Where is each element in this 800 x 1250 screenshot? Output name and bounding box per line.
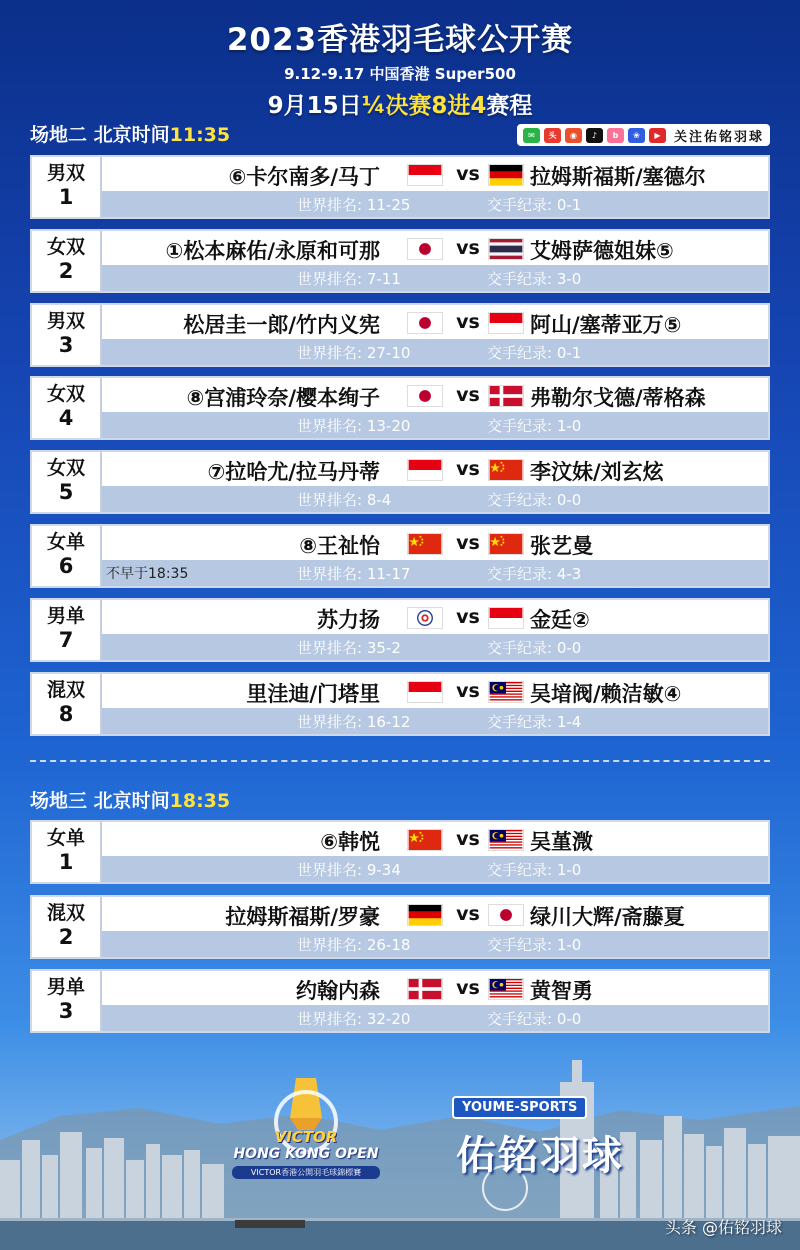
head-to-head — [487, 711, 581, 732]
h2h-label: 交手纪录: — [487, 1010, 557, 1028]
h2h-value: 0-0 — [556, 1010, 582, 1028]
match-row — [30, 303, 770, 367]
left-flag-icon — [407, 829, 443, 851]
players-row — [102, 674, 768, 708]
event-type: 女双 — [46, 383, 85, 405]
left-player-names: 里洼迪/门塔里 — [246, 682, 380, 706]
rank-value: 7-11 — [366, 270, 401, 288]
left-player-names: 松居圭一郎/竹内义宪 — [183, 313, 380, 337]
vs-label: vs — [456, 828, 480, 850]
left-player-names: ⑧宫浦玲奈/樱本绚子 — [186, 386, 380, 410]
match-number: 4 — [58, 406, 74, 430]
right-player-names: 弗勒尔戈德/蒂格森 — [530, 386, 706, 410]
match-badge — [32, 231, 102, 291]
section-divider — [30, 760, 770, 762]
head-to-head — [487, 859, 581, 880]
stats-row — [102, 708, 768, 734]
rank-value: 16-12 — [366, 713, 411, 731]
stats-row — [102, 339, 768, 365]
xigua-icon[interactable]: ▶ — [649, 128, 666, 143]
vs-label: vs — [456, 458, 480, 480]
head-to-head — [487, 637, 581, 658]
match-number: 3 — [58, 999, 74, 1023]
stats-row — [102, 634, 768, 660]
youme-sports-logo: YOUME-SPORTS — [452, 1096, 587, 1119]
h2h-label: 交手纪录: — [487, 344, 557, 362]
players-row — [102, 822, 768, 856]
right-player-names: 阿山/塞蒂亚万⑤ — [530, 313, 682, 337]
rank-value: 35-2 — [366, 639, 401, 657]
rank-value: 27-10 — [366, 344, 411, 362]
right-flag-icon — [488, 533, 524, 555]
h2h-value: 0-1 — [556, 196, 582, 214]
right-player-names: 李汶妹/刘玄炫 — [530, 460, 664, 484]
h2h-label: 交手纪录: — [487, 491, 557, 509]
h2h-value: 0-0 — [556, 639, 582, 657]
court-time: 18:35 — [169, 790, 231, 812]
h2h-value: 1-0 — [556, 936, 582, 954]
left-flag-icon — [407, 385, 443, 407]
event-type: 男双 — [46, 310, 85, 332]
players-row — [102, 378, 768, 412]
rank-value: 26-18 — [366, 936, 411, 954]
match-row — [30, 820, 770, 884]
match-number: 2 — [58, 925, 74, 949]
h2h-value: 1-0 — [556, 417, 582, 435]
left-flag-icon — [407, 238, 443, 260]
toutiao-watermark: 头条 @佑铭羽球 — [664, 1218, 782, 1237]
players-row — [102, 600, 768, 634]
rank-label: 世界排名: — [297, 270, 367, 288]
rank-label: 世界排名: — [297, 196, 367, 214]
match-row — [30, 598, 770, 662]
match-badge — [32, 526, 102, 586]
match-number: 2 — [58, 259, 74, 283]
rank-value: 11-17 — [366, 565, 411, 583]
right-flag-icon — [488, 238, 524, 260]
rank-label: 世界排名: — [297, 417, 367, 435]
h2h-label: 交手纪录: — [487, 861, 557, 879]
match-badge — [32, 822, 102, 882]
stats-row — [102, 931, 768, 957]
left-flag-icon — [407, 681, 443, 703]
head-to-head — [487, 489, 581, 510]
world-ranking — [297, 415, 410, 436]
match-number: 1 — [58, 850, 74, 874]
players-row — [102, 231, 768, 265]
match-row — [30, 895, 770, 959]
right-player-names: 拉姆斯福斯/塞德尔 — [530, 165, 706, 189]
match-row — [30, 376, 770, 440]
match-number: 7 — [58, 628, 74, 652]
court-name: 场地二 北京时间 — [30, 124, 170, 146]
right-flag-icon — [488, 904, 524, 926]
round-title — [0, 87, 800, 120]
head-to-head — [487, 934, 581, 955]
stats-row — [102, 412, 768, 438]
left-flag-icon — [407, 312, 443, 334]
event-type: 女双 — [46, 236, 85, 258]
vs-label: vs — [456, 903, 480, 925]
players-row — [102, 305, 768, 339]
match-row — [30, 229, 770, 293]
h2h-value: 1-4 — [556, 713, 582, 731]
h2h-value: 3-0 — [556, 270, 582, 288]
right-player-names: 艾姆萨德姐妹⑤ — [530, 239, 674, 263]
left-flag-icon — [407, 533, 443, 555]
rank-label: 世界排名: — [297, 1010, 367, 1028]
baidu-icon[interactable]: ❀ — [628, 128, 645, 143]
match-badge — [32, 305, 102, 365]
right-player-names: 吴堷阀/赖洁敏④ — [530, 682, 682, 706]
left-player-names: ⑥韩悦 — [320, 830, 380, 854]
head-to-head — [487, 415, 581, 436]
page-header — [0, 0, 800, 120]
rank-label: 世界排名: — [297, 936, 367, 954]
match-number: 3 — [58, 333, 74, 357]
event-type: 女单 — [46, 827, 85, 849]
vs-label: vs — [456, 237, 480, 259]
match-badge — [32, 452, 102, 512]
event-type: 混双 — [46, 902, 85, 924]
event-type: 女双 — [46, 457, 85, 479]
left-player-names: ⑥卡尔南多/马丁 — [228, 165, 380, 189]
left-flag-icon — [407, 607, 443, 629]
follow-bar[interactable] — [517, 124, 770, 146]
right-flag-icon — [488, 312, 524, 334]
right-flag-icon — [488, 164, 524, 186]
rank-value: 9-34 — [366, 861, 401, 879]
rank-label: 世界排名: — [297, 491, 367, 509]
event-type: 男单 — [46, 976, 85, 998]
players-row — [102, 897, 768, 931]
event-type: 女单 — [46, 531, 85, 553]
start-time-note: 不早于18:35 — [106, 566, 189, 582]
right-flag-icon — [488, 978, 524, 1000]
vs-label: vs — [456, 977, 480, 999]
match-badge — [32, 378, 102, 438]
left-flag-icon — [407, 459, 443, 481]
world-ranking — [297, 711, 410, 732]
follow-label: 关注佑铭羽球 — [673, 129, 764, 145]
left-player-names: ①松本麻佑/永原和可那 — [165, 239, 380, 263]
right-player-names: 绿川大辉/斋藤夏 — [530, 905, 685, 929]
match-badge — [32, 157, 102, 217]
right-flag-icon — [488, 385, 524, 407]
court-name: 场地三 北京时间 — [30, 790, 170, 812]
vs-label: vs — [456, 680, 480, 702]
court-time: 11:35 — [169, 124, 231, 146]
left-flag-icon — [407, 978, 443, 1000]
match-number: 1 — [58, 185, 74, 209]
right-flag-icon — [488, 607, 524, 629]
rank-label: 世界排名: — [297, 861, 367, 879]
event-type: 男双 — [46, 162, 85, 184]
match-row — [30, 524, 770, 588]
event-subtitle: 9.12-9.17 中国香港 Super500 — [284, 65, 516, 83]
stats-row — [102, 486, 768, 512]
vs-label: vs — [456, 384, 480, 406]
rank-label: 世界排名: — [297, 565, 367, 583]
event-type: 混双 — [46, 679, 85, 701]
match-number: 8 — [58, 702, 74, 726]
match-badge — [32, 600, 102, 660]
h2h-label: 交手纪录: — [487, 936, 557, 954]
match-number: 5 — [58, 480, 74, 504]
round-suffix: 赛程 — [486, 93, 533, 119]
match-row — [30, 672, 770, 736]
h2h-label: 交手纪录: — [487, 713, 557, 731]
left-player-names: 苏力扬 — [317, 608, 380, 632]
round-date: 9月15日 — [267, 93, 362, 119]
youme-chinese-name: 佑铭羽球 — [456, 1133, 624, 1179]
weibo-icon[interactable]: ◉ — [565, 128, 582, 143]
court-3-header — [30, 786, 230, 813]
round-stage: ¼决赛 — [361, 93, 432, 119]
head-to-head — [487, 342, 581, 363]
stats-row — [102, 265, 768, 291]
h2h-value: 0-1 — [556, 344, 582, 362]
h2h-label: 交手纪录: — [487, 565, 557, 583]
victor-subtitle: VICTOR香港公開羽毛球錦標賽 — [232, 1166, 380, 1179]
world-ranking — [297, 637, 401, 658]
world-ranking — [297, 859, 401, 880]
bilibili-icon[interactable]: b — [607, 128, 624, 143]
head-to-head — [487, 194, 581, 215]
douyin-icon[interactable]: ♪ — [586, 128, 603, 143]
left-player-names: 约翰内森 — [296, 979, 380, 1003]
players-row — [102, 157, 768, 191]
match-number: 6 — [58, 554, 74, 578]
right-player-names: 吴堇溦 — [530, 830, 593, 854]
stats-row — [102, 856, 768, 882]
stats-row — [102, 560, 768, 586]
world-ranking — [297, 934, 410, 955]
right-player-names: 张艺曼 — [530, 534, 593, 558]
match-row — [30, 450, 770, 514]
page-title: 2023香港羽毛球公开赛 — [226, 22, 574, 58]
world-ranking — [297, 194, 410, 215]
rank-value: 8-4 — [366, 491, 392, 509]
hong-kong-open-label: HONG KONG OPEN — [233, 1146, 379, 1162]
stats-row — [102, 191, 768, 217]
rank-value: 13-20 — [366, 417, 411, 435]
rank-value: 32-20 — [366, 1010, 411, 1028]
court-2-header — [30, 120, 230, 147]
left-player-names: ⑧王祉怡 — [299, 534, 380, 558]
world-ranking — [297, 489, 391, 510]
right-flag-icon — [488, 681, 524, 703]
rank-value: 11-25 — [366, 196, 411, 214]
h2h-label: 交手纪录: — [487, 196, 557, 214]
world-ranking — [297, 268, 401, 289]
h2h-value: 4-3 — [556, 565, 582, 583]
players-row — [102, 971, 768, 1005]
round-bracket: 8进4 — [431, 93, 487, 119]
rank-label: 世界排名: — [297, 344, 367, 362]
h2h-value: 0-0 — [556, 491, 582, 509]
h2h-label: 交手纪录: — [487, 417, 557, 435]
toutiao-icon[interactable]: 头 — [544, 128, 561, 143]
world-ranking — [297, 563, 410, 584]
vs-label: vs — [456, 311, 480, 333]
world-ranking — [297, 342, 410, 363]
vs-label: vs — [456, 532, 480, 554]
left-flag-icon — [407, 164, 443, 186]
h2h-value: 1-0 — [556, 861, 582, 879]
left-player-names: 拉姆斯福斯/罗豪 — [225, 905, 380, 929]
head-to-head — [487, 268, 581, 289]
match-badge — [32, 897, 102, 957]
h2h-label: 交手纪录: — [487, 639, 557, 657]
victor-brand: VICTOR — [274, 1128, 338, 1146]
left-flag-icon — [407, 904, 443, 926]
match-badge — [32, 674, 102, 734]
players-row — [102, 452, 768, 486]
players-row — [102, 526, 768, 560]
h2h-label: 交手纪录: — [487, 270, 557, 288]
vs-label: vs — [456, 163, 480, 185]
head-to-head — [487, 563, 581, 584]
wechat-icon[interactable]: ✉ — [523, 128, 540, 143]
match-row — [30, 155, 770, 219]
rank-label: 世界排名: — [297, 639, 367, 657]
right-flag-icon — [488, 459, 524, 481]
event-type: 男单 — [46, 605, 85, 627]
right-player-names: 黄智勇 — [530, 979, 593, 1003]
rank-label: 世界排名: — [297, 713, 367, 731]
right-player-names: 金廷② — [530, 608, 590, 632]
vs-label: vs — [456, 606, 480, 628]
right-flag-icon — [488, 829, 524, 851]
left-player-names: ⑦拉哈尤/拉马丹蒂 — [207, 460, 380, 484]
